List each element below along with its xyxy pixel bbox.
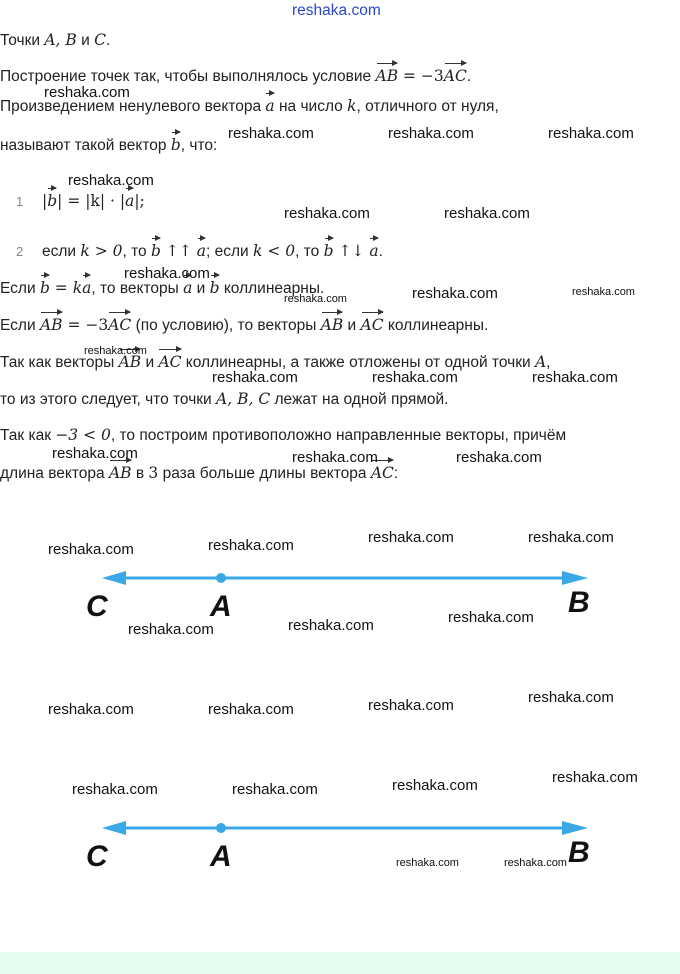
watermark: reshaka.com <box>572 286 635 298</box>
watermark: reshaka.com <box>48 701 134 718</box>
watermark: reshaka.com <box>72 781 158 798</box>
text-line-length: длина вектора AB в 3 раза больше длины вектора AC: <box>0 464 399 482</box>
watermark: reshaka.com <box>548 125 634 142</box>
bottom-band <box>0 952 680 974</box>
figure-1-point-a <box>216 573 226 583</box>
text-line-points: Точки A, B и C. <box>0 31 111 49</box>
watermark: reshaka.com <box>284 293 347 305</box>
watermark: reshaka.com <box>388 125 474 142</box>
figure-1-label-b: B <box>568 586 590 619</box>
watermark: reshaka.com <box>456 449 542 466</box>
text-line-definition: Произведением ненулевого вектора a на число k, отличного от нуля, <box>0 97 499 115</box>
watermark: reshaka.com <box>504 857 567 869</box>
list-item-1: 1 |b| = |k| · |a|; <box>16 192 145 210</box>
watermark: reshaka.com <box>48 541 134 558</box>
header-watermark[interactable]: reshaka.com <box>292 2 381 19</box>
watermark: reshaka.com <box>552 769 638 786</box>
watermark: reshaka.com <box>528 529 614 546</box>
figure-1-label-c: C <box>86 590 108 623</box>
watermark: reshaka.com <box>228 125 314 142</box>
watermark: reshaka.com <box>368 697 454 714</box>
watermark: reshaka.com <box>208 701 294 718</box>
figure-2-arrow-c <box>102 821 126 835</box>
watermark: reshaka.com <box>44 84 130 101</box>
figure-2-point-a <box>216 823 226 833</box>
text-line-by-condition: Если AB = −3AC (по условию), то векторы AB и AC коллинеарны. <box>0 316 489 334</box>
watermark: reshaka.com <box>212 369 298 386</box>
watermark: reshaka.com <box>208 537 294 554</box>
watermark: reshaka.com <box>396 857 459 869</box>
watermark: reshaka.com <box>412 285 498 302</box>
text-line-one-line: то из этого следует, что точки A, B, C лежат на одной прямой. <box>0 390 449 408</box>
watermark: reshaka.com <box>84 345 147 357</box>
figure-2-label-c: C <box>86 840 108 873</box>
watermark: reshaka.com <box>528 689 614 706</box>
watermark: reshaka.com <box>372 369 458 386</box>
watermark: reshaka.com <box>532 369 618 386</box>
watermark: reshaka.com <box>448 609 534 626</box>
watermark: reshaka.com <box>368 529 454 546</box>
watermark: reshaka.com <box>232 781 318 798</box>
watermark: reshaka.com <box>284 205 370 222</box>
list-item-2: 2 если k > 0, то b ↑↑ a; если k < 0, то b ↑↓ a. <box>16 242 383 260</box>
figure-1-arrow-b <box>562 571 588 585</box>
text-line-collinear-def: Если b = ka, то векторы a и b коллинеарны. <box>0 279 325 297</box>
watermark: reshaka.com <box>52 445 138 462</box>
text-line-condition: Построение точек так, чтобы выполнялось условие AB = −3AC. <box>0 67 472 85</box>
figure-2-label-a: A <box>210 840 232 873</box>
watermark: reshaka.com <box>68 172 154 189</box>
figure-2-arrow-b <box>562 821 588 835</box>
text-line-vector-b: называют такой вектор b, что: <box>0 136 218 154</box>
watermark: reshaka.com <box>392 777 478 794</box>
watermark: reshaka.com <box>444 205 530 222</box>
watermark: reshaka.com <box>128 621 214 638</box>
figure-1-label-a: A <box>210 590 232 623</box>
text-line-since-collinear: Так как векторы AB и AC коллинеарны, а также отложены от одной точки A, <box>0 353 551 371</box>
figure-1-arrow-c <box>102 571 126 585</box>
watermark: reshaka.com <box>124 265 210 282</box>
figure-2-label-b: B <box>568 836 590 869</box>
text-line-negative: Так как −3 < 0, то построим противоположно направленные векторы, причём <box>0 426 567 444</box>
watermark: reshaka.com <box>292 449 378 466</box>
watermark: reshaka.com <box>288 617 374 634</box>
